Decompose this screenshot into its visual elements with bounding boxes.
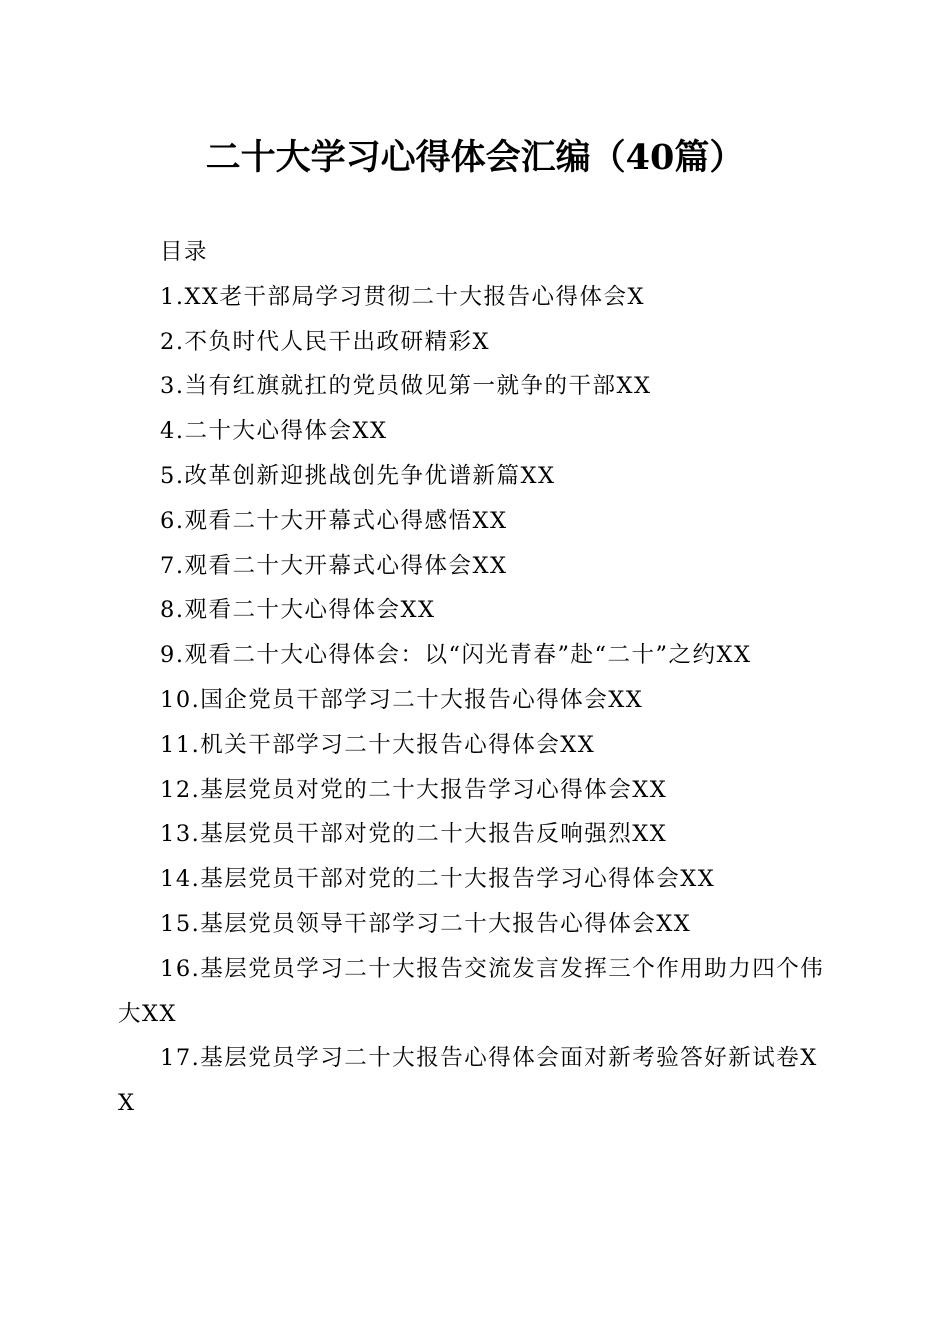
toc-item: 13.基层党员干部对党的二十大报告反响强烈XX	[160, 821, 668, 848]
toc-item: 4.二十大心得体会XX	[160, 418, 388, 445]
toc-item: 17.基层党员学习二十大报告心得体会面对新考验答好新试卷XX	[118, 1045, 818, 1117]
toc-item: 1.XX老干部局学习贯彻二十大报告心得体会X	[160, 283, 646, 310]
toc-item: 10.国企党员干部学习二十大报告心得体会XX	[160, 686, 644, 713]
toc-item: 11.机关干部学习二十大报告心得体会XX	[160, 731, 596, 758]
toc-item: 3.当有红旗就扛的党员做见第一就争的干部XX	[160, 373, 652, 400]
toc-item: 2.不负时代人民干出政研精彩X	[160, 328, 490, 355]
toc-item: 16.基层党员学习二十大报告交流发言发挥三个作用助力四个伟大XX	[118, 955, 825, 1027]
toc-item: 9.观看二十大心得体会：以“闪光青春”赴“二十”之约XX	[160, 642, 752, 669]
toc-item: 7.观看二十大开幕式心得体会XX	[160, 552, 508, 579]
toc-item: 12.基层党员对党的二十大报告学习心得体会XX	[160, 776, 668, 803]
toc-item: 15.基层党员领导干部学习二十大报告心得体会XX	[160, 910, 692, 937]
toc-heading: 目录	[160, 239, 209, 265]
toc-item: 14.基层党员干部对党的二十大报告学习心得体会XX	[160, 866, 716, 893]
document-title: 二十大学习心得体会汇编（40篇）	[205, 137, 745, 178]
toc-item: 8.观看二十大心得体会XX	[160, 597, 436, 624]
toc-item: 5.改革创新迎挑战创先争优谱新篇XX	[160, 462, 556, 489]
table-of-contents	[118, 230, 830, 1126]
toc-item: 6.观看二十大开幕式心得感悟XX	[160, 507, 508, 534]
